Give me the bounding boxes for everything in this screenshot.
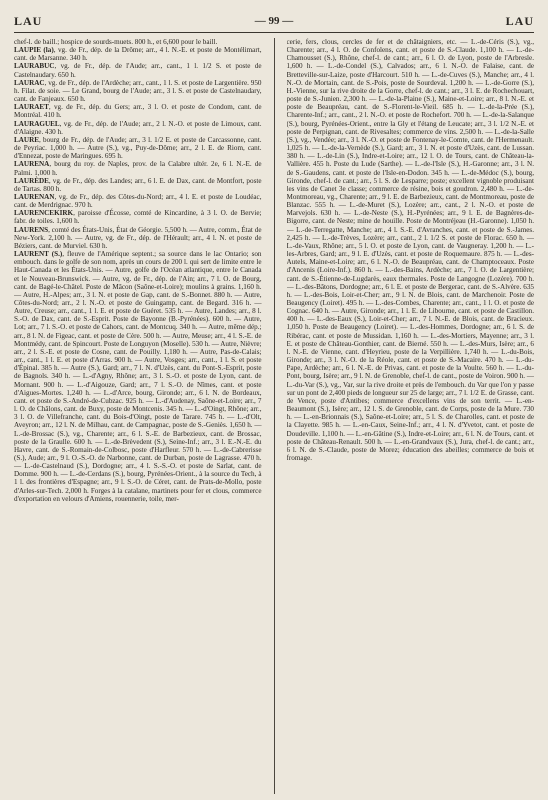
dictionary-entry [14, 62, 262, 78]
entry-headword: LAURAET [14, 103, 49, 112]
entry-headword: LAURENAN [14, 192, 55, 201]
page-number: — 99 — [254, 15, 294, 27]
dictionary-entry [14, 160, 262, 176]
entry-headword: LAURABUC [14, 62, 55, 71]
running-head-right: LAU [505, 13, 534, 28]
dictionary-entry [14, 46, 262, 62]
entry-headword: LAUPIE (la) [14, 46, 54, 55]
right-column [287, 38, 535, 794]
header-rule [14, 32, 534, 33]
dictionary-entry [14, 250, 262, 503]
entry-headword: LAURE [14, 135, 39, 144]
entry-headword: LAURÈDE [14, 176, 49, 185]
entry-text: , bourg de Fr., dép. de l'Aude; arr., 3 l. 1/2 E. et poste de Carcassonne, cant. de Peyriac. 1,000 h. — Autre (S.), vg., Puy-de-Dôme; arr., 2 l. E. de Riom, cant. d'Ennezat, poste de Maringues. 695 h. [14, 135, 262, 161]
entry-headword: LAURENT (S.) [14, 250, 63, 259]
dictionary-entry [14, 177, 262, 193]
dictionary-entry [14, 193, 262, 209]
entry-text: , bourg du roy. de Naples, prov. de la Calabre ultér. 2e, 6 l. N.-E. de Palmi. 1,000 h. [14, 160, 262, 177]
entry-text: , fleuve de l'Amérique septent.; sa source dans le lac Ontario; son embouch. dans le golfe de son nom, après un cours de 200 l. qui sert de limite entre le Haut-Canada et les États-Unis. — Autre, golfe de l'Océan atlantique, entre le Canada et le Nouveau-Brunswick. — Autre, vg. de Fr., dép. de l'Ain; arr., 7 l. O. de Bourg, cant. de Bagé-le-Châtel. Poste de Mâcon (Saône-et-Loire); moulins à grains. 1,160 h. — Autre, H.-Alpes; arr., 3 l. N. et poste de Gap, cant. de S.-Bonnet. 880 h. — Autre, Côtes-du-Nord; arr., 2 l. N.-O. et poste de Guingamp, cant. de Begard. 316 h. — Autre, Creuse; arr., cant., 1 l. E. et poste de Guéret. 535 h. — Autre, Landes; arr., 8 l. S.-O. de Dax, cant. de S.-Esprit. Poste de Bayonne (B.-Pyrénées). 600 h. — Autre, Lot; arr., 7 l. S.-O. et poste de Cahors, cant. de Montcuq. 340 h. — Autre, même dép.; arr., 8 l. N. de Figeac, cant. et poste de Cère. 500 h. — Autre, Meuse; arr., 4 l. S.-E. de Montmédy, cant. de Spincourt. Poste de Longuyon (Moselle). 530 h. — Autre, Nièvre; arr., 2 l. S.-E. et poste de Cosne, cant. de Pouilly. 1,180 h. — Autre, Pas-de-Calais; arr., cant., 1 l. E. et poste d'Arras. 900 h. — Autre, Vosges; arr., cant., 1 l. S. et poste d'Épinal. 385 h. — Autre (S.), Gard; arr., 7 l. N. d'Uzès, cant. du Pont-S.-Esprit, poste de Bagnols. 340 h. — L.-d'Agny, Rhône; arr., 3 l. S.-O. et poste de Lyon, cant. de Mornant. 900 h. — L.-d'Aigouze, Gard; arr., 7 l. S.-O. de Nîmes, cant. et poste d'Aigues-Mortes. 1,240 h. — L.-d'Arce, bourg, Gironde; arr., 6 l. N. de Bordeaux, cant. et poste de S.-André-de-Cubzac. 925 h. — L.-d'Audenay, Saône-et-Loire; arr., 7 l. O. de Châlons, cant. de Buxy, poste de Montcenis. 345 h. — L.-d'Oingt, Rhône; arr., 3 l. O. de Villefranche, cant. du Bois-d'Oingt, poste de Tarare. 745 h. — L.-d'Olt, Aveyron; arr., 12 l. N. de Milhau, cant. de Campagnac, poste de S.-Geniès. 1,650 h. — L.-de-Brossac (S.), vg., Charente; arr., 6 l. S.-E. de Barbezieux, cant. de Brossac, poste de la Graulle. 600 h. — L.-de-Brèvedent (S.), Seine-Inf.; arr., 3 l. E.-N.-E. du Havre, cant. de S.-Romain-de-Colbosc, poste d'Harfleur. 570 h. — L.-de-Cabrerisse (S.), Aude; arr., 9 l. O.-S.-O. de Narbonne, cant. de Durban, poste de Lagrasse. 470 h. — L.-de-Castelnaud (S.), Dordogne; arr., 4 l. S.-S.-O. et poste de Sarlat, cant. de Domme. 900 h. — L.-de-Cerdans (S.), bourg, Pyrénées-Orient., à la source du Tech, à 1 l. des frontières d'Espagne; arr., 9 l. S.-O. de Céret, cant. de Prats-de-Mollo, poste d'Arles-sur-Tech. 2,000 h. Forges à la catalane, martinets pour fer et clous, commerce d'exportation en velours d'Amiens, rouennerie, toile, mer- [14, 250, 262, 503]
entry-headword: LAURENS [14, 225, 49, 234]
entry-headword: LAURAC [14, 78, 45, 87]
entry-text: , paroisse d'Écosse, comté de Kincardine, à 3 l. O. de Bervie; fabr. de toiles. 1,600 h. [14, 209, 262, 226]
entry-text: , vg. de Fr., dép. de la Drôme; arr., 4 l. N.-E. et poste de Montélimart, cant. de Marsanne. 340 h. [14, 46, 262, 63]
running-head-left: LAU [14, 13, 43, 28]
entry-headword: LAURENCEKIRK [14, 209, 74, 218]
column-divider [274, 38, 275, 794]
entry-text: , comté des États-Unis, État de Géorgie. 5,500 h. — Autre, comm., État de New-York. 2,100 h. — Autre, vg. de Fr., dép. de l'Hérault; arr., 4 l. N. et poste de Béziers, cant. de Murviel. 630 h. [14, 225, 262, 250]
dictionary-entry [14, 209, 262, 225]
dictionary-entry [14, 38, 262, 46]
entry-headword: LAURENA [14, 160, 50, 169]
dictionary-entry [14, 136, 262, 160]
left-column [14, 38, 262, 794]
entry-text: , vg. de Fr., dép. des Côtes-du-Nord; arr., 4 l. E. et poste de Loudéac, cant. de Merdrignac. 970 h. [14, 192, 262, 210]
dictionary-entry [14, 120, 262, 136]
dictionary-entry [14, 103, 262, 119]
entry-text: , vg. de Fr., dép. de l'Aude; arr., 2 l. N.-O. et poste de Limoux, cant. d'Alaigne. 430 h. [14, 119, 262, 136]
entry-text: , vg. de Fr., dép. de l'Aude; arr., cant., 1 l. 1/2 S. et poste de Castelnaudary. 650 h. [14, 62, 262, 79]
entry-headword: LAURAGUEL [14, 119, 60, 128]
dictionary-entry [14, 79, 262, 103]
entry-text: , vg. de Fr., dép. des Landes; arr., 6 l. E. de Dax, cant. de Montfort, poste de Tartas. 800 h. [14, 176, 262, 193]
entry-text: chef-l. de baill.; hospice de sourds-muets. 800 h., et 6,600 pour le baill. [14, 38, 218, 46]
entry-text: , vg. de Fr., dép. de l'Ardèche; arr., cant., 1 l. S. et poste de Largentière. 950 h. Filat. de soie. — Le Grand, bourg de l'Aude; arr., 3 l. S. et poste de Castelnaudary, cant. de Fanjeaux. 650 h. [14, 78, 262, 104]
page-header [14, 10, 534, 32]
entry-text: , vg. de Fr., dép. du Gers; arr., 3 l. O. et poste de Condom, cant. de Montréal. 410 h. [14, 103, 262, 120]
entry-text: cerie, fers, clous, cercles de fer et de châtaigniers, etc. — L.-de-Céris (S.), vg., Charente; arr., 4 l. O. de Confolens, cant. et poste de S.-Claude. 1,100 h. — L.-de-Chamousset (S.), Rhône, chef-l. de cant.; arr., 6 l. O. de Lyon, poste de l'Arbresle. 1,600 h. — L.-de-Condel (S.), Calvados; arr., 6 l. N.-O. de Falaise, cant. de Bretteville-sur-Laize, poste d'Harcourt. 510 h. — L.-de-Cuves (S.), Manche; arr., 4 l. N.-O. de Mortain, cant. de S.-Pois, poste de Sourdeval. 1,200 h. — L.-de-Gorre (S.), H.-Vienne, sur la rive droite de la Gorre, chef-l. de cant.; arr., 3 l. E. de Rochechouart, poste de S.-Junien. 2,300 h. — L.-de-la-Plaine (S.), Maine-et-Loire; arr., 8 l. N.-E. et poste de Beaupréau, cant. de S.-Florent-le-Vieil. 685 h. — L.-de-la-Prée (S.), Charente-Inf.; arr., cant., 2 l. N.-O. et poste de Rochefort. 700 h. — L.-de-la-Salanque (S.), bourg, Pyrénées-Orient., entre la Gly et l'étang de Leucate; arr., 3 l. 1/2 N.-E. et poste de Perpignan, cant. de Rivesaltes; commerce de vins. 2,500 h. — L.-de-la-Salle (S.), vg., Vendée; arr., 3 l. N.-O. et poste de Fontenay-le-Comte, cant. de l'Hermenault. 1,025 h. — L.-de-la-Vernède (S.), Gard; arr., 3 l. N. et poste d'Uzès, cant. de Lussan. 380 h. — L.-de-Lin (S.), Indre-et-Loire; arr., 12 l. O. de Tours, cant. de Château-la-Vallière. 455 h. Poste du Lude (Sarthe). — L.-de-l'Isle (S.), H.-Garonne; arr., 3 l. N. de S.-Gaudens, cant. et poste de l'Isle-en-Dodon. 345 h. — L.-de-Médoc (S.), bourg, Gironde, chef-l. de cant.; arr., 5 l. S. de Lesparre; poste; excellent vignoble produisant les vins de Canet 3e classe; commerce de résine, bois et goudron. 2,480 h. — L.-de-Montmoreau, vg., Charente; arr., 9 l. E. de Barbezieux, cant. de Montmoreau, poste de Blanzac. 555 h. — L.-de-Muret (S.), Lozère; arr., cant., 2 l. N.-O. et poste de Marvejols. 630 h. — L.-de-Neste (S.), H.-Pyrénées; arr., 9 l. E. de Bagnères-de-Bigorre, cant. de Neste; mine de houille. Poste de Montréjeau (H.-Garonne). 1,050 h. — L.-de-Terregatte, Manche; arr., 4 l. S.-E. d'Avranches, cant. et poste de S.-James. 2,425 h. — L.-de-Trèves, Lozère; arr., cant., 2 l. 1/2 S. et poste de Florac. 650 h. — L.-de-Vaux, Rhône; arr., 5 l. O. et poste de Lyon, cant. de Vaugneray. 1,200 h. — L.-les-Arbres, Gard; arr., 9 l. E. d'Uzès, cant. et poste de Roquemaure. 875 h. — L.-des-Autels, Maine-et-Loire; arr., 6 l. N.-O. de Beaupréau, cant. de Champtoceaux. Poste d'Ancenis (Loire-Inf.). 860 h. — L.-des-Bains, Ardèche; arr., 7 l. O. de Largentière; cant. de S.-Étienne-de-Lugdarès, eaux thermales. Poste de Langogne (Lozère). 700 h. — L.-des-Bâtons, Dordogne; arr., 6 l. E. et poste de Bergerac, cant. de S.-Alvère. 635 h. — L.-des-Bois, Loir-et-Cher; arr., 9 l. N. de Blois, cant. de Marchenoir. Poste de Beaugency (Loiret). 495 h. — L.-des-Combes, Charente; arr., cant., 1 l. O. et poste de Cognac. 640 h. — Autre, Gironde; arr., 1 l. E. de Libourne, cant. et poste de Castillon. 400 h. — L.-des-Eaux (S.), Loir-et-Cher; arr., 7 l. N.-E. de Blois, cant. de Bracieux. 1,050 h. Poste de Beaugency (Loiret). — L.-des-Hommes, Dordogne; arr., 6 l. S. de Ribérac, cant. et poste de Mussidan. 1,160 h. — L.-des-Mortiers, Mayenne; arr., 3 l. E. et poste de Château-Gonthier, cant. de Bierné. 550 h. — L.-des-Murs, Isère; arr., 6 l. N.-E. de Vienne, cant. d'Heyrieu, poste de la Verpillière. 1,740 h. — L.-du-Bois, Gironde; arr., 3 l. N.-O. de la Réole, cant. et poste de S.-Macaire. 470 h. — L.-du-Pape, Ardèche; arr., 6 l. N.-E. de Privas, cant. et poste de la Voulte. 560 h. — L.-du-Pont, bourg, Isère; arr., 9 l. N. de Grenoble, chef-l. de cant., poste de Voiron. 900 h. — L.-du-Var (S.), vg., Var, sur la rive droite et près de l'embouch. du Var que l'on y passe sur un pont de 2,400 pieds de longueur sur 25 de large; arr., 7 l. 1/2 E. de Grasse, cant. de Vence, poste d'Antibes; commerce d'excellens vins de son territ. — L.-en-Beaumont (S.), Isère; arr., 12 l. S. de Grenoble, cant. de Corps, poste de la Mure. 730 h. — L.-en-Brionnais (S.), Saône-et-Loire; arr., 5 l. S. de Charolles, cant. et poste de la Clayette. 985 h. — L.-en-Caux, Seine-Inf.; arr., 4 l. N. d'Yvetot, cant. et poste de Doudeville. 1,100 h. — L.-en-Gâtine (S.), Indre-et-Loire; arr., 6 l. N. de Tours, cant. et poste de Château-Renault. 500 h. — L.-en-Grandvaux (S.), Jura, chef-l. de cant.; arr., 6 l. N. de S.-Claude, poste de Morez; éducation des abeilles; commerce de bois et fromage. [286, 38, 534, 462]
dictionary-entry [14, 226, 262, 250]
dictionary-entry [287, 38, 535, 462]
text-columns [14, 38, 534, 794]
